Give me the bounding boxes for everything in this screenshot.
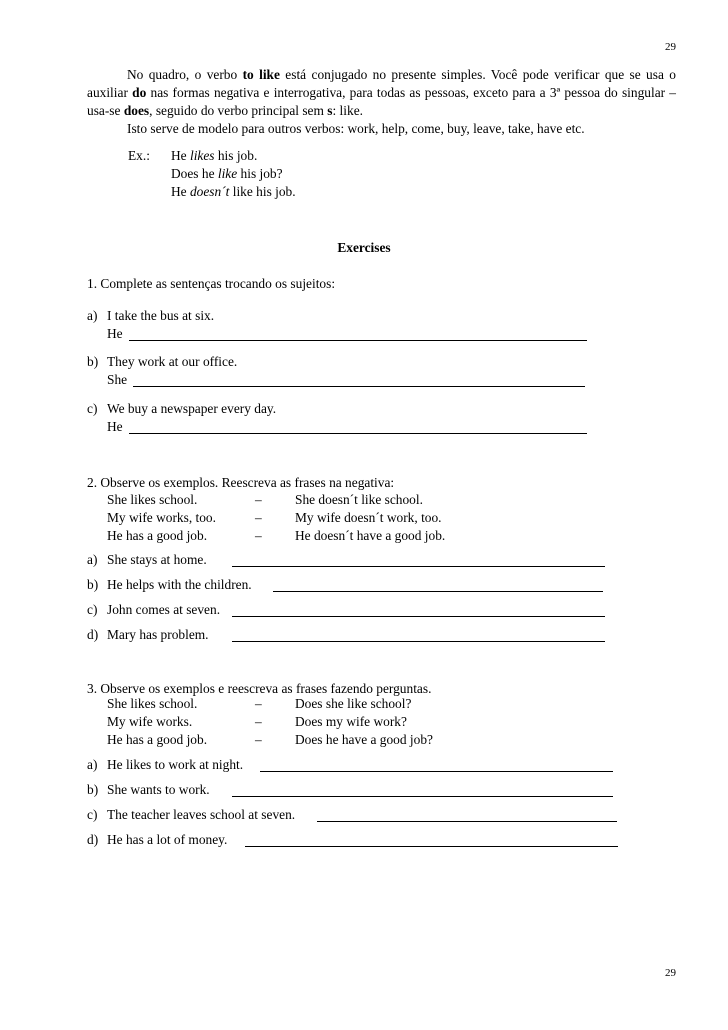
ex1-item-sentence: I take the bus at six. — [107, 308, 215, 323]
ex2-item-label: d) — [87, 627, 99, 642]
ex1-item-subject: He — [107, 419, 123, 434]
example-italic: like — [217, 166, 238, 181]
intro-text-segment: nas formas negativa e interrogativa, para todas as pessoas, exceto para a 3ª pessoa do singular – usa-se — [87, 85, 677, 118]
ex3-example-dash: – — [255, 732, 262, 747]
ex1-item-subject: She — [107, 372, 128, 387]
example-label: Ex.: — [128, 148, 150, 163]
intro-text-segment: : like. — [332, 103, 363, 118]
ex3-item-sentence: The teacher leaves school at seven. — [107, 807, 296, 822]
answer-line[interactable] — [232, 553, 605, 567]
example-text: Does he — [171, 166, 218, 181]
example-line-1 — [171, 147, 296, 165]
answer-line[interactable] — [317, 808, 617, 822]
ex1-item-label: c) — [87, 401, 98, 416]
answer-line[interactable] — [129, 420, 587, 434]
answer-line[interactable] — [232, 603, 605, 617]
answer-line[interactable] — [133, 373, 585, 387]
ex3-item-sentence: She wants to work. — [107, 782, 210, 797]
ex3-example-affirmative: He has a good job. — [107, 732, 208, 747]
ex2-example-affirmative: My wife works, too. — [107, 510, 216, 525]
example-text: his job. — [214, 148, 258, 163]
ex3-instruction: 3. Observe os exemplos e reescreva as frases fazendo perguntas. — [87, 681, 432, 696]
ex2-example-affirmative: He has a good job. — [107, 528, 208, 543]
example-line-2 — [171, 165, 296, 183]
example-text: He — [171, 148, 190, 163]
ex1-item-subject: He — [107, 326, 123, 341]
ex2-item-sentence: He helps with the children. — [107, 577, 252, 592]
ex3-example-question: Does he have a good job? — [295, 732, 433, 747]
ex3-example-affirmative: My wife works. — [107, 714, 193, 729]
intro-text-segment: está conjugado no presente simples. Você pode verificar que se usa o auxiliar — [87, 67, 676, 100]
ex1-instruction: 1. Complete as sentenças trocando os sujeitos: — [87, 276, 336, 291]
ex3-item-label: b) — [87, 782, 99, 797]
page-number-top: 29 — [665, 41, 676, 53]
ex1-item-sentence: They work at our office. — [107, 354, 238, 369]
ex3-example-question: Does she like school? — [295, 696, 412, 711]
intro-paragraph-1 — [87, 66, 676, 120]
intro-bold-to-like: to like — [242, 67, 280, 82]
ex3-example-dash: – — [255, 714, 262, 729]
example-italic: likes — [189, 148, 215, 163]
example-text: He — [171, 184, 190, 199]
answer-line[interactable] — [273, 578, 603, 592]
example-text: like his job. — [229, 184, 296, 199]
ex3-item-sentence: He has a lot of money. — [107, 832, 228, 847]
intro-bold-do: do — [132, 85, 147, 100]
ex3-example-affirmative: She likes school. — [107, 696, 198, 711]
intro-text-segment: , seguido do verbo principal sem — [149, 103, 328, 118]
exercises-title: Exercises — [337, 240, 391, 255]
ex2-instruction: 2. Observe os exemplos. Reescreva as frases na negativa: — [87, 475, 395, 490]
ex3-item-label: d) — [87, 832, 99, 847]
page-number-bottom: 29 — [665, 967, 676, 979]
ex3-item-sentence: He likes to work at night. — [107, 757, 244, 772]
ex2-item-label: a) — [87, 552, 98, 567]
answer-line[interactable] — [245, 833, 618, 847]
ex1-item-label: b) — [87, 354, 99, 369]
ex2-example-dash: – — [255, 510, 262, 525]
ex2-example-dash: – — [255, 492, 262, 507]
ex2-example-negative: He doesn´t have a good job. — [295, 528, 446, 543]
ex3-example-dash: – — [255, 696, 262, 711]
ex3-item-label: a) — [87, 757, 98, 772]
ex2-item-sentence: John comes at seven. — [107, 602, 221, 617]
answer-line[interactable] — [232, 783, 613, 797]
ex2-item-label: c) — [87, 602, 98, 617]
ex3-item-label: c) — [87, 807, 98, 822]
ex3-example-question: Does my wife work? — [295, 714, 407, 729]
ex1-item-label: a) — [87, 308, 98, 323]
answer-line[interactable] — [129, 327, 587, 341]
ex2-item-sentence: She stays at home. — [107, 552, 207, 567]
answer-line[interactable] — [260, 758, 613, 772]
answer-line[interactable] — [232, 628, 605, 642]
ex2-example-affirmative: She likes school. — [107, 492, 198, 507]
example-italic: doesn´t — [189, 184, 230, 199]
intro-bold-does: does — [123, 103, 150, 118]
example-text: his job? — [237, 166, 283, 181]
intro-bold-s: s — [327, 103, 333, 118]
intro-paragraph-2: Isto serve de modelo para outros verbos: work, help, come, buy, leave, take, have etc. — [127, 121, 585, 136]
ex2-example-negative: She doesn´t like school. — [295, 492, 423, 507]
intro-text-segment: No quadro, o verbo — [127, 67, 243, 82]
ex2-example-dash: – — [255, 528, 262, 543]
ex2-item-sentence: Mary has problem. — [107, 627, 209, 642]
ex1-item-sentence: We buy a newspaper every day. — [107, 401, 277, 416]
example-line-3 — [171, 183, 296, 201]
ex2-item-label: b) — [87, 577, 99, 592]
ex2-example-negative: My wife doesn´t work, too. — [295, 510, 442, 525]
intro-text — [87, 66, 676, 138]
